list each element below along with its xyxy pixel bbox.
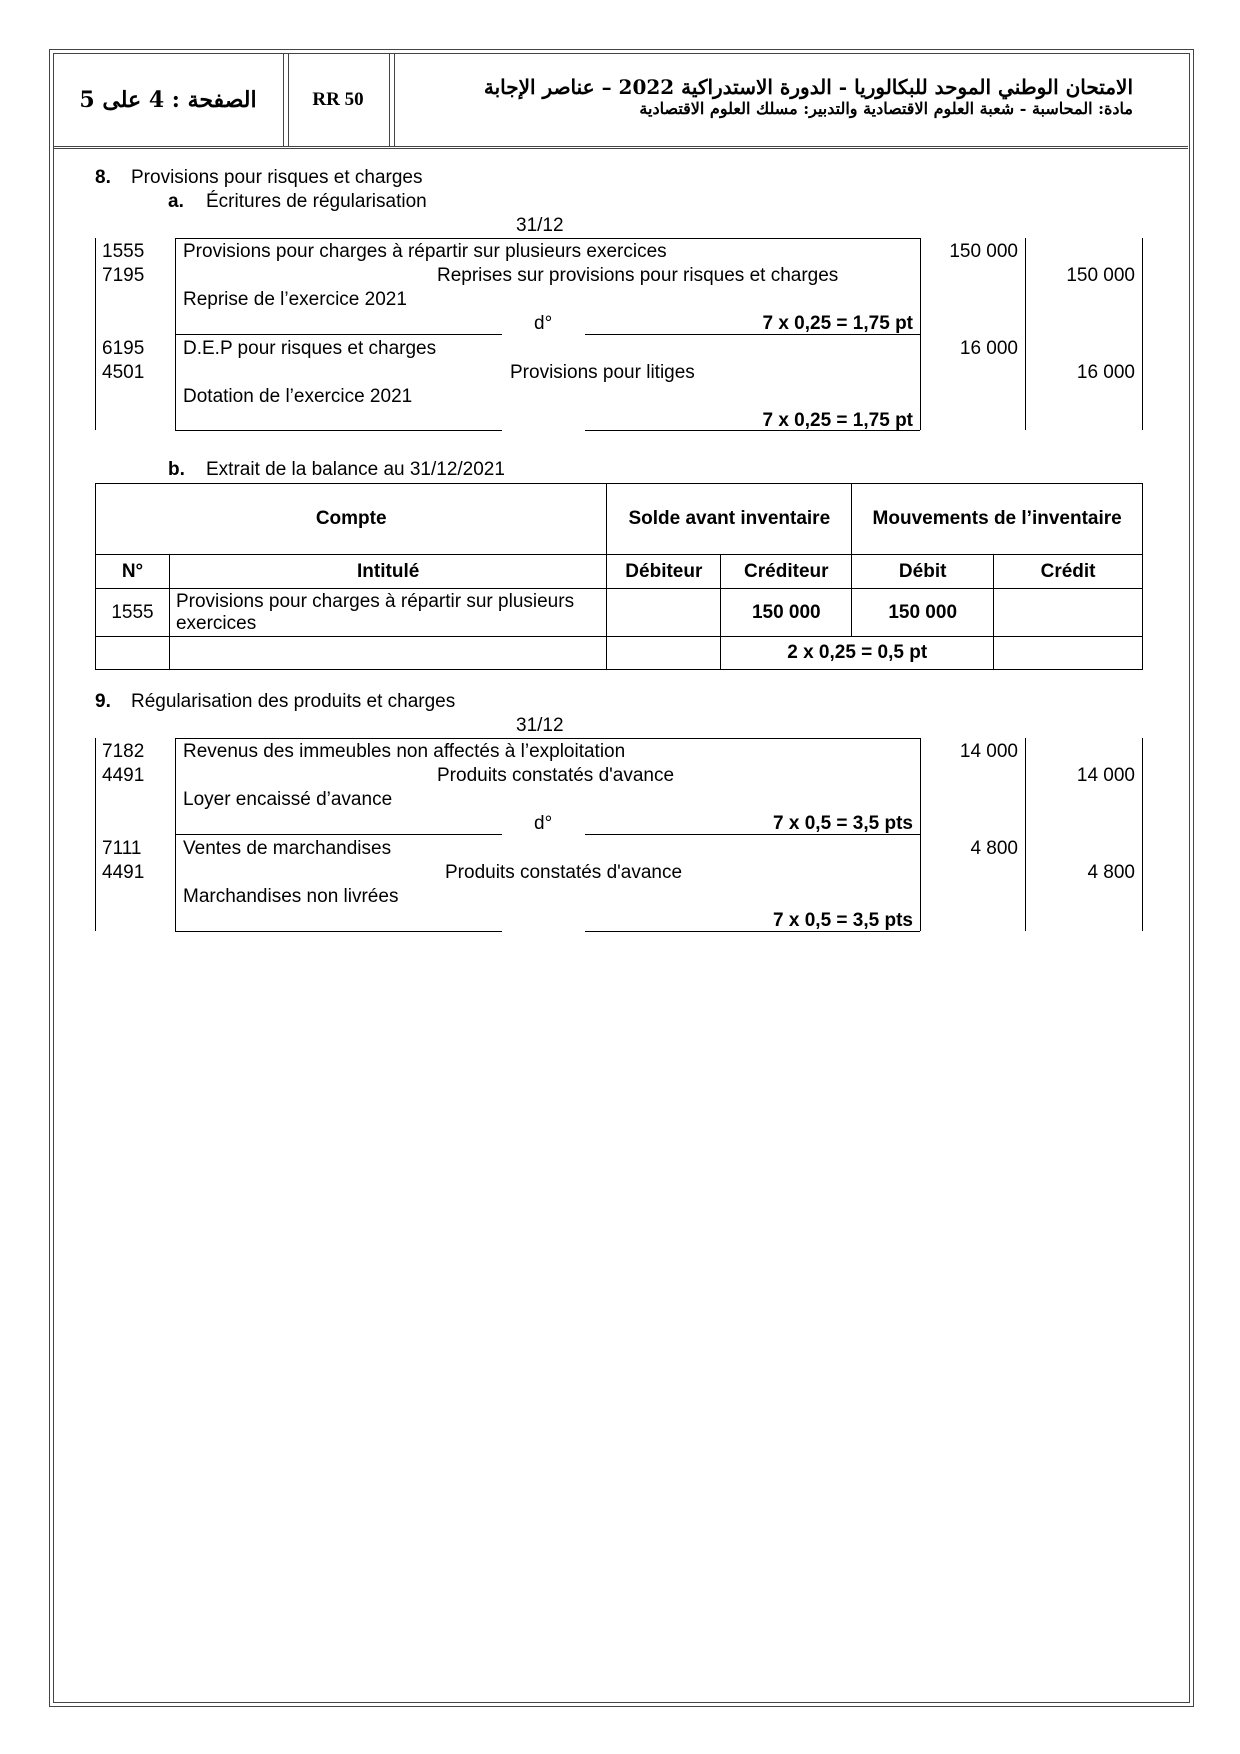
amount-debit: 16 000 (959, 338, 1018, 359)
entry-separator-left (175, 430, 502, 431)
header-mouvements: Mouvements de l’inventaire (852, 484, 1143, 555)
account-credit: 4491 (102, 862, 145, 883)
table-header-row (96, 484, 1143, 555)
amount-debit: 4 800 (970, 838, 1018, 859)
section-8a-title: Écritures de régularisation (206, 191, 427, 212)
entry-debit-label: D.E.P pour risques et charges (183, 338, 437, 359)
header-crediteur: Créditeur (721, 555, 852, 589)
header-solde: Solde avant inventaire (607, 484, 852, 555)
cell-debiteur (607, 589, 721, 637)
section-9-number: 9. (95, 691, 111, 712)
journal-right-border (1142, 738, 1143, 931)
page-header (53, 53, 1188, 149)
section-8b-letter: b. (168, 459, 185, 480)
section-8b-title: Extrait de la balance au 31/12/2021 (206, 459, 505, 480)
entry-separator-left (175, 931, 502, 932)
amount-credit: 16 000 (1076, 362, 1135, 383)
amount-credit: 14 000 (1076, 765, 1135, 786)
entry-credit-label: Produits constatés d'avance (445, 862, 683, 883)
account-debit: 7111 (102, 838, 142, 859)
table-subheader-row (96, 555, 1143, 589)
journal-top-line (175, 738, 920, 739)
header-compte: Compte (96, 484, 607, 555)
account-debit: 7182 (102, 741, 145, 762)
entry-debit-label: Ventes de marchandises (183, 838, 392, 859)
table-score: 2 x 0,25 = 0,5 pt (721, 637, 994, 670)
header-debiteur: Débiteur (607, 555, 721, 589)
header-intitule: Intitulé (169, 555, 606, 589)
entry-separator-left (175, 834, 502, 835)
balance-table (95, 483, 1143, 670)
journal-debit-divider (1025, 238, 1026, 430)
entry-debit-label: Revenus des immeubles non affectés à l’exploitation (183, 741, 626, 762)
account-debit: 6195 (102, 338, 145, 359)
entry-libelle: Dotation de l’exercice 2021 (183, 386, 413, 407)
section-8-title: Provisions pour risques et charges (131, 167, 423, 188)
exam-title-block (393, 53, 1133, 146)
header-credit: Crédit (994, 555, 1143, 589)
amount-debit: 150 000 (949, 241, 1018, 262)
ditto-mark: d° (534, 813, 553, 834)
account-credit: 4501 (102, 362, 145, 383)
journal-left-border (95, 738, 96, 931)
account-credit: 4491 (102, 765, 145, 786)
journal-date: 31/12 (516, 715, 564, 736)
exam-title: الامتحان الوطني الموحد للبكالوريا - الدورة الاستدراكية 2022 – عناصر الإجابة (483, 75, 1133, 99)
entry-libelle: Loyer encaissé d’avance (183, 789, 393, 810)
journal-label-divider (920, 238, 921, 430)
entry-score: 7 x 0,5 = 3,5 pts (773, 813, 913, 834)
account-debit: 1555 (102, 241, 145, 262)
entry-libelle: Marchandises non livrées (183, 886, 399, 907)
header-debit: Débit (852, 555, 994, 589)
exam-subtitle: مادة: المحاسبة - شعبة العلوم الاقتصادية والتدبير: مسلك العلوم الاقتصادية (639, 99, 1133, 118)
header-num: N° (96, 555, 170, 589)
section-8-number: 8. (95, 167, 111, 188)
entry-credit-label: Provisions pour litiges (510, 362, 695, 383)
ditto-mark: d° (534, 313, 553, 334)
cell-credit (994, 589, 1143, 637)
entry-score: 7 x 0,25 = 1,75 pt (762, 313, 913, 334)
journal-label-divider (920, 738, 921, 931)
table-row (96, 589, 1143, 637)
journal-debit-divider (1025, 738, 1026, 931)
cell-debit: 150 000 (852, 589, 994, 637)
entry-debit-label: Provisions pour charges à répartir sur plusieurs exercices (183, 241, 667, 262)
table-score-row (96, 637, 1143, 670)
cell-intitule: Provisions pour charges à répartir sur plusieurs exercices (169, 589, 606, 637)
entry-score: 7 x 0,5 = 3,5 pts (773, 910, 913, 931)
journal-left-border (95, 238, 96, 430)
entry-score: 7 x 0,25 = 1,75 pt (762, 410, 913, 431)
page-number: الصفحة : 4 على 5 (79, 86, 257, 113)
journal-top-line (175, 238, 920, 239)
account-credit: 7195 (102, 265, 145, 286)
journal-right-border (1142, 238, 1143, 430)
amount-debit: 14 000 (959, 741, 1018, 762)
amount-credit: 150 000 (1066, 265, 1135, 286)
journal-date: 31/12 (516, 215, 564, 236)
cell-crediteur: 150 000 (721, 589, 852, 637)
entry-credit-label: Produits constatés d'avance (437, 765, 675, 786)
section-8a-letter: a. (168, 191, 184, 212)
cell-num: 1555 (96, 589, 170, 637)
section-9-title: Régularisation des produits et charges (131, 691, 456, 712)
amount-credit: 4 800 (1087, 862, 1135, 883)
entry-credit-label: Reprises sur provisions pour risques et charges (437, 265, 839, 286)
entry-separator-left (175, 334, 502, 335)
exam-code: RR 50 (312, 88, 364, 110)
entry-libelle: Reprise de l’exercice 2021 (183, 289, 407, 310)
